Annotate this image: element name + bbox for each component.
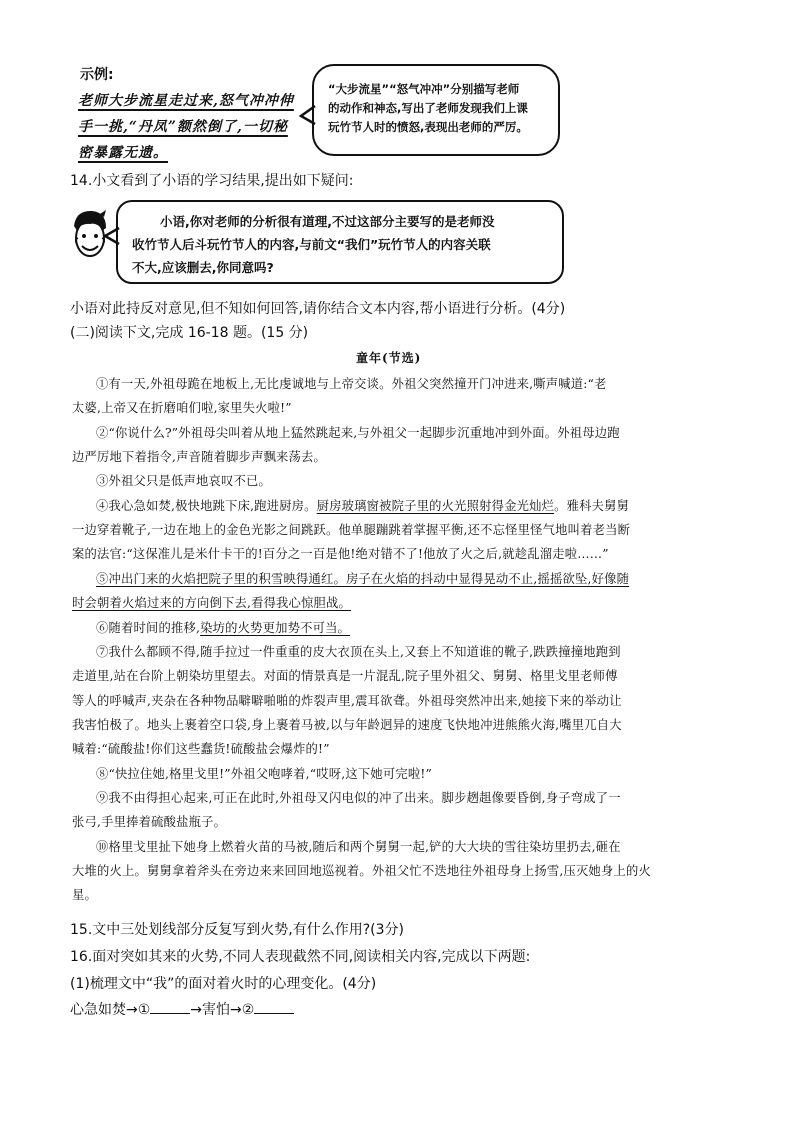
passage-text: 太婆,上帝又在折磨咱们啦,家里失火啦!” [72,401,292,416]
passage-text: 张弓,手里捧着硫酸盐瓶子。 [72,815,227,830]
passage-line [72,885,97,903]
example-line-3: 密暴露无遗。 [78,145,168,161]
answer-blank-1[interactable] [150,1001,190,1014]
mood-chain [70,999,294,1019]
question-16-1: (1)梳理文中“我”的面对着火时的心理变化。(4分) [70,976,377,992]
teacher-comment-bubble [312,64,560,156]
passage-text: ⑥随着时间的推移, [96,620,201,635]
underlined-text: ⑤冲出门来的火焰把院子里的积雪映得通红。房子在火焰的抖动中显得晃动不止,摇摇欲坠,好像随 [96,571,630,586]
passage-text: 案的法官:“这保准儿是米什卡干的!百分之一百是他!绝对错不了!他放了火之后,就趁乱溜走啦……” [72,547,609,562]
passage-text: 走道里,站在台阶上朝染坊里望去。对面的情景真是一片混乱,院子里外祖父、舅舅、格里戈里老师傅 [72,669,618,684]
bubble-line: 小语,你对老师的分析很有道理,不过这部分主要写的是老师没 [160,214,495,229]
passage-line [72,691,622,709]
passage-line [96,837,621,855]
passage-line [72,739,330,757]
passage-text: 一边穿着靴子,一边在地上的金色光影之间跳跃。他单腿蹦跳着掌握平衡,还不忘怪里怪气地叫着老当断 [72,523,631,538]
section-header: (二)阅读下文,完成 16-18 题。(15 分) [70,325,309,341]
passage-line [96,374,607,392]
passage-text: 我害怕极了。地头上裹着空口袋,身上裹着马被,以与年龄迥异的速度飞快地冲进熊熊火海,嘴里兀自大 [72,717,622,732]
passage-text: ③外祖父只是低声地哀叹不已。 [96,474,271,489]
chain-middle: →害怕→② [190,1002,255,1018]
passage-line [72,520,630,538]
question-14-prompt: 小语对此持反对意见,但不知如何回答,请你结合文本内容,帮小语进行分析。(4分) [70,301,566,317]
passage-text: ⑩格里戈里扯下她身上燃着火苗的马被,随后和两个舅舅一起,铲的大大块的雪往染坊里扔去,砸在 [96,839,621,854]
question-16: 16.面对突如其来的火势,不同人表现截然不同,阅读相关内容,完成以下两题: [70,949,531,965]
underlined-text: 厨房玻璃窗被院子里的火光照射得金光灿烂 [316,498,555,513]
bubble-line: 玩竹节人时的愤怒,表现出老师的严厉。 [328,120,528,134]
answer-blank-2[interactable] [254,1001,294,1014]
passage-line [96,496,629,514]
passage-text: 。雅科夫舅舅 [554,498,630,513]
passage-line [96,423,620,441]
underlined-text: 时会朝着火焰过来的方向倒下去,看得我心惊胆战。 [72,596,352,611]
underlined-text: 染坊的火势更加势不可当。 [200,620,351,635]
passage-text: ④我心急如焚,极快地跳下床,跑进厨房。 [96,498,317,513]
passage-text: ⑧“快拉住她,格里戈里!”外祖父咆哮着,“哎呀,这下她可完啦!” [96,766,432,781]
passage-line [72,447,326,465]
example-line-1: 老师大步流星走过来,怒气冲冲伸 [78,93,294,109]
question-15: 15.文中三处划线部分反复写到火势,有什么作用?(3分) [70,922,404,938]
example-label: 示例: [80,67,114,83]
passage-text: 边严厉地下着指令,声音随着脚步声飘来荡去。 [72,450,327,465]
passage-text: ①有一天,外祖母跪在地板上,无比虔诚地与上帝交谈。外祖父突然撞开门冲进来,嘶声喊道:“老 [96,377,607,391]
passage-title: 童年(节选) [356,351,422,365]
passage-line [72,593,351,611]
passage-line [96,618,350,636]
passage-line [72,544,609,562]
passage-line [96,471,271,489]
student-question-bubble [116,200,564,284]
passage-line [96,764,432,782]
bubble-line: 收竹节人后斗玩竹节人的内容,与前文“我们”玩竹节人的内容关联 [132,237,491,252]
bubble-line: 的动作和神态,写出了老师发现我们上课 [328,101,528,115]
passage-line [96,642,621,660]
question-14-title: 14.小文看到了小语的学习结果,提出如下疑问: [70,173,354,189]
passage-line [72,666,618,684]
passage-text: ②“你说什么?”外祖母尖叫着从地上猛然跳起来,与外祖父一起脚步沉重地冲到外面。外祖母边跑 [96,425,620,440]
passage-text: ⑨我不由得担心起来,可正在此时,外祖母又闪电似的冲了出来。脚步趔趄像要昏倒,身子弯成了一 [96,790,621,805]
passage-text: 喊着:“硫酸盐!你们这些蠢货!硫酸盐会爆炸的!” [72,742,330,757]
example-line-2: 手一挑,“丹凤”额然倒了,一切秘 [78,119,288,135]
passage-text: ⑦我什么都顾不得,随手拉过一件重重的皮大衣顶在头上,又套上不知道谁的靴子,跌跌撞撞地跑到 [96,644,621,659]
passage-line [96,569,629,587]
passage-line [96,788,621,806]
chain-start: 心急如焚→① [70,1002,151,1018]
bubble-line: 不大,应该删去,你同意吗? [132,260,274,275]
passage-text: 等人的呼喊声,夹杂在各种物品噼噼啪啪的炸裂声里,震耳欲聋。外祖母突然冲出来,她接下来的举动让 [72,693,622,708]
passage-line [72,812,226,830]
passage-line [72,715,622,733]
passage-line [72,861,651,879]
bubble-line: “大步流星”“怒气冲冲”分别描写老师 [328,82,520,96]
passage-text: 星。 [72,888,97,903]
passage-line [72,398,292,416]
passage-text: 大堆的火上。舅舅拿着斧头在旁边来来回回地巡视着。外祖父忙不迭地往外祖母身上扬雪,压灭她身上的火 [72,864,651,878]
